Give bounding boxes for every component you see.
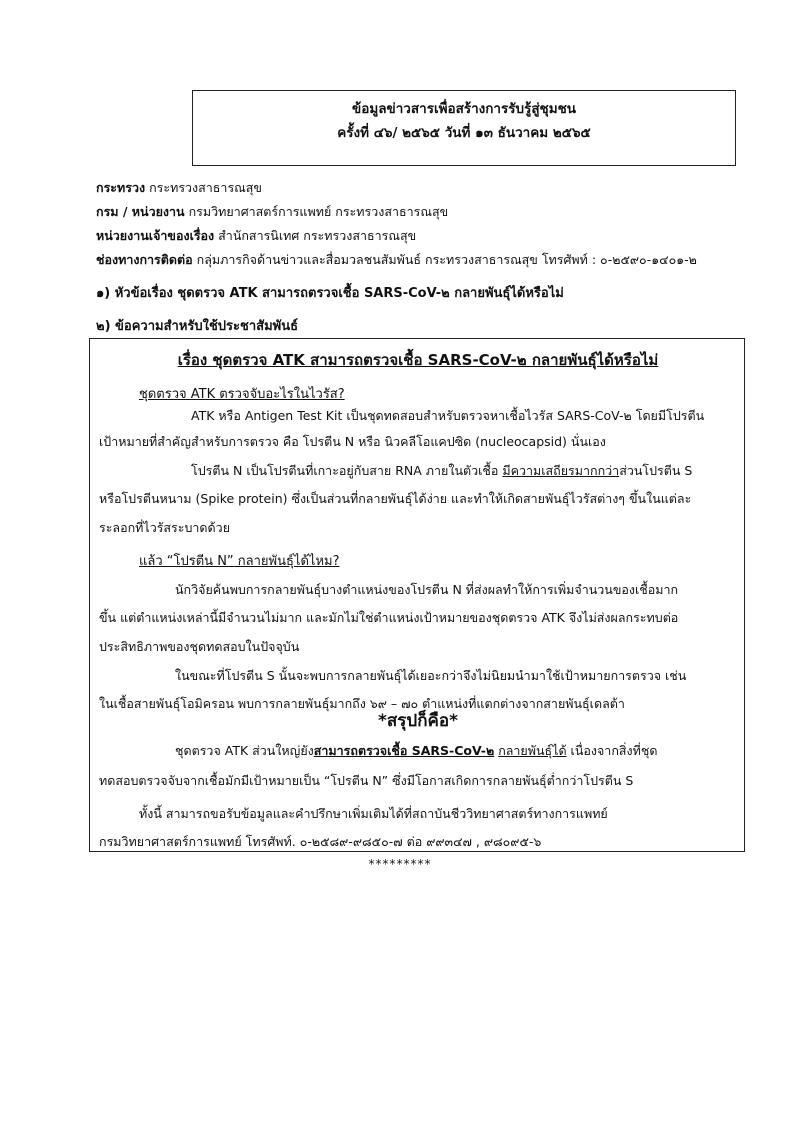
para1-line2: เป้าหมายที่สำคัญสำหรับการตรวจ คือ โปรตีน N หรือ นิวคลีโอแคปซิด (nucleocapsid) นั่นเอง [99, 434, 606, 449]
para3-line1: นักวิจัยค้นพบการกลายพันธุ์บางตำแหน่งของโปรตีน N ที่ส่งผลทำให้การเพิ่มจำนวนของเชื้อมาก [175, 582, 679, 597]
para3-line2: ขึ้น แต่ตำแหน่งเหล่านี้มีจำนวนไม่มาก และมักไม่ใช่ตำแหน่งเป้าหมายของชุดตรวจ ATK จึงไม่ส่งผลกระทบต่อ [99, 610, 679, 625]
section-message: ๒) ข้อความสำหรับใช้ประชาสัมพันธ์ [96, 319, 299, 334]
meta-department-label: กรม / หน่วยงาน [96, 204, 185, 219]
meta-contact-value: กลุ่มภารกิจด้านข่าวและสื่อมวลชนสัมพันธ์ กระทรวงสาธารณสุข โทรศัพท์ : ๐-๒๕๙๐-๑๔๐๑-๒ [196, 252, 697, 267]
para2-line1: โปรตีน N เป็นโปรตีนที่เกาะอยู่กับสาย RNA ภายในตัวเชื้อ มีความเสถียรมากกว่าส่วนโปรตีน S [191, 463, 693, 478]
meta-owner-value: สำนักสารนิเทศ กระทรวงสาธารณสุข [218, 228, 417, 243]
subheading-what-detect: ชุดตรวจ ATK ตรวจจับอะไรในไวรัส? [139, 387, 345, 402]
contact-line1: ทั้งนี้ สามารถขอรับข้อมูลและคำปรึกษาเพิ่มเติมได้ที่สถาบันชีววิทยาศาสตร์ทางการแพทย์ [139, 806, 608, 821]
emphasis-mutant: กลายพันธุ์ได้ [498, 743, 567, 758]
summary-heading: *สรุปก็คือ* [378, 711, 458, 731]
summary-line2: ทดสอบตรวจจับจากเชื้อมักมีเป้าหมายเป็น “โปรตีน N” ซึ่งมีโอกาสเกิดการกลายพันธุ์ต่ำกว่าโปรตีน S [99, 773, 634, 788]
meta-owner-label: หน่วยงานเจ้าของเรื่อง [96, 228, 215, 243]
emphasis-more-stable: มีความเสถียรมากกว่า [502, 463, 620, 478]
meta-contact [96, 248, 776, 272]
para4-line1: ในขณะที่โปรตีน S นั้นจะพบการกลายพันธุ์ได้เยอะกว่าจึงไม่นิยมนำมาใช้เป้าหมายการตรวจ เช่น [175, 668, 687, 683]
para4-line2: ในเชื้อสายพันธุ์โอมิครอน พบการกลายพันธุ์มากถึง ๖๙ – ๗๐ ตำแหน่งที่แตกต่างจากสายพันธุ์เดลต้า [99, 696, 625, 711]
para2-line2: หรือโปรตีนหนาม (Spike protein) ซึ่งเป็นส่วนที่กลายพันธุ์ได้ง่าย และทำให้เกิดสายพันธุ์ไวรัสต่างๆ ขึ้นในแต่ละ [99, 491, 692, 506]
contact-line2: กรมวิทยาศาสตร์การแพทย์ โทรศัพท์. ๐-๒๕๘๙-๙๘๕๐-๗ ต่อ ๙๙๓๔๗ , ๙๘๐๙๕-๖ [99, 834, 542, 849]
header-title: ข้อมูลข่าวสารเพื่อสร้างการรับรู้สู่ชุมชน [351, 101, 577, 117]
article-title: เรื่อง ชุดตรวจ ATK สามารถตรวจเชื้อ SARS-CoV-๒ กลายพันธุ์ได้หรือไม่ [177, 351, 659, 369]
emphasis-can-detect: สามารถตรวจเชื้อ SARS-CoV-๒ [313, 743, 495, 758]
summary-line1: ชุดตรวจ ATK ส่วนใหญ่ยังสามารถตรวจเชื้อ SARS-CoV-๒ กลายพันธุ์ได้ เนื่องจากสิ่งที่ชุด [175, 743, 658, 758]
para1-line1: ATK หรือ Antigen Test Kit เป็นชุดทดสอบสำหรับตรวจหาเชื้อไวรัส SARS-CoV-๒ โดยมีโปรตีน [191, 408, 705, 423]
end-marker: ********* [368, 857, 432, 871]
meta-ministry [96, 176, 776, 200]
meta-department [96, 200, 776, 224]
subheading-n-mutate: แล้ว “โปรตีน N” กลายพันธุ์ได้ไหม? [139, 554, 340, 569]
header-box [192, 90, 736, 166]
meta-ministry-label: กระทรวง [96, 180, 146, 195]
meta-owner [96, 224, 776, 248]
article-box [89, 338, 745, 852]
meta-department-value: กรมวิทยาศาสตร์การแพทย์ กระทรวงสาธารณสุข [188, 204, 449, 219]
section-topic: ๑) หัวข้อเรื่อง ชุดตรวจ ATK สามารถตรวจเชื้อ SARS-CoV-๒ กลายพันธุ์ได้หรือไม่ [96, 286, 564, 301]
para3-line3: ประสิทธิภาพของชุดทดสอบในปัจจุบัน [99, 639, 300, 654]
meta-block [96, 176, 776, 272]
para2-line3: ระลอกที่ไวรัสระบาดด้วย [99, 520, 231, 535]
meta-ministry-value: กระทรวงสาธารณสุข [149, 180, 262, 195]
header-issue-date: ครั้งที่ ๔๖/ ๒๕๖๕ วันที่ ๑๓ ธันวาคม ๒๕๖๕ [337, 125, 591, 141]
meta-contact-label: ช่องทางการติดต่อ [96, 252, 193, 267]
